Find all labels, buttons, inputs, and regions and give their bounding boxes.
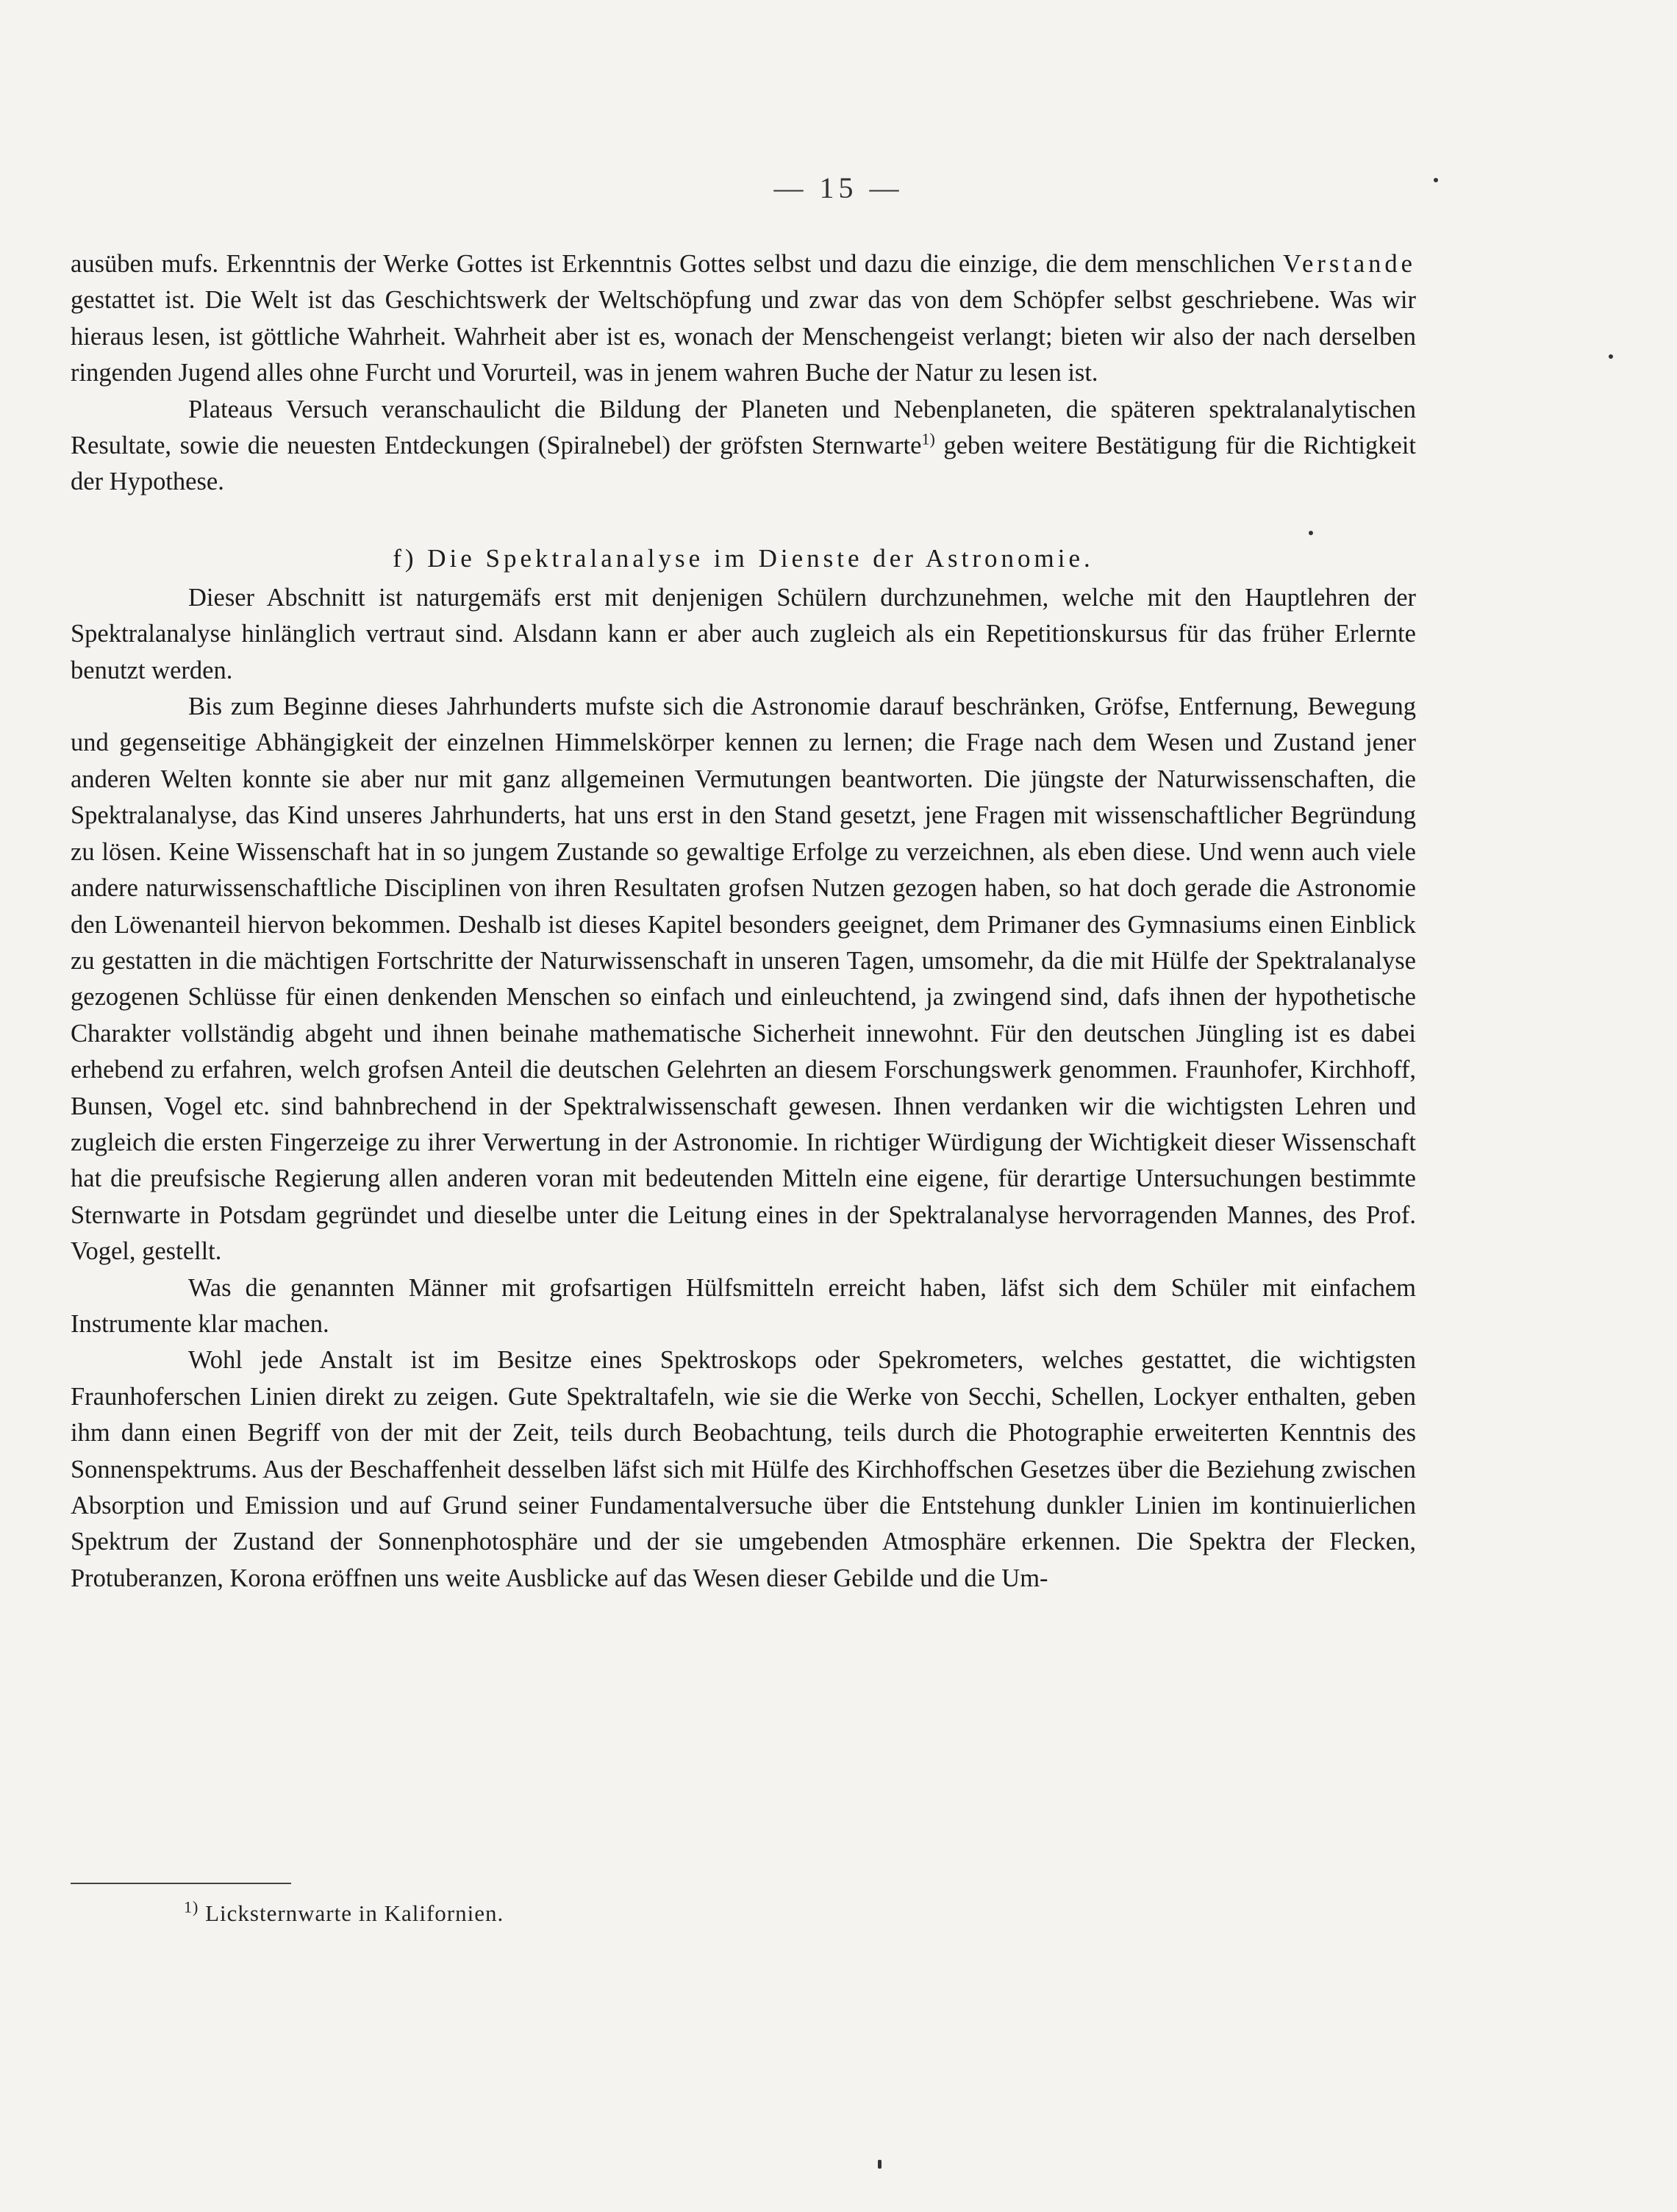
print-speck [1609, 354, 1613, 359]
emphasis-verstande: Verstande [1282, 250, 1416, 278]
footnote [184, 1899, 504, 1928]
print-speck [1309, 531, 1313, 535]
paragraph-2-part-a: Plateaus Versuch veranschaulicht die Bildung der Planeten und Nebenplaneten, die späteren spektralanalytischen Resultate, sowie die neuesten Entdeckungen (Spiralnebel) der gröfsten Sternwarte [71, 395, 1416, 460]
footnote-reference: 1) [921, 429, 935, 448]
paragraph-1-part-b: gestattet ist. Die Welt ist das Geschichtswerk der Weltschöpfung und zwar das von dem Schöpfer selbst geschriebene. Was wir hieraus lesen, ist göttliche Wahrheit. Wahrheit aber ist es, wonach der Menschengeist verlangt; bieten wir also der nach derselben ringenden Jugend alles ohne Furcht und Vorurteil, was in jenem wahren Buche der Natur zu lesen ist. [71, 286, 1416, 387]
section-heading [71, 537, 1416, 580]
body-text [71, 246, 1416, 1597]
paragraph-1 [71, 246, 1416, 392]
footnote-marker: 1) [184, 1897, 199, 1916]
print-speck [878, 2160, 882, 2169]
section-heading-text: Die Spektralanalyse im Dienste der Astronomie. [427, 543, 1094, 573]
footnote-rule [71, 1883, 291, 1884]
paragraph-1-part-a: ausüben mufs. Erkenntnis der Werke Gottes ist Erkenntnis Gottes selbst und dazu die einzige, die dem menschlichen [71, 250, 1283, 278]
paragraph-6: Wohl jede Anstalt ist im Besitze eines Spektroskops oder Spekrometers, welches gestattet, die wichtigsten Fraunhoferschen Linien direkt zu zeigen. Gute Spektraltafeln, wie sie die Werke von Secchi, Schellen, Lockyer enthalten, geben ihm dann einen Begriff von der mit der Zeit, teils durch Beobachtung, teils durch die Photographie erweiterten Kenntnis des Sonnenspektrums. Aus der Beschaffenheit desselben läfst sich mit Hülfe des Kirchhoffschen Gesetzes über die Beziehung zwischen Absorption und Emission und auf Grund seiner Fundamentalversuche über die Entstehung dunkler Linien im kontinuierlichen Spektrum der Zustand der Sonnenphotosphäre und der sie umgebenden Atmosphäre erkennen. Die Spektra der Flecken, Protuberanzen, Korona eröffnen uns weite Ausblicke auf das Wesen dieser Gebilde und die Um- [71, 1346, 1416, 1592]
paragraph-5: Was die genannten Männer mit grofsartigen Hülfsmitteln erreicht haben, läfst sich dem Schüler mit einfachem Instrumente klar machen. [71, 1273, 1416, 1338]
paragraph-2 [71, 392, 1416, 501]
paragraph-2-part-b: geben weitere Bestätigung für die Richtigkeit der Hypothese. [71, 432, 1416, 496]
page-number: — 15 — [773, 171, 904, 204]
paragraph-4: Bis zum Beginne dieses Jahrhunderts mufste sich die Astronomie darauf beschränken, Gröfse, Entfernung, Bewegung und gegenseitige Abhängigkeit der einzelnen Himmelskörper kennen zu lernen; die Frage nach dem Wesen und Zustand jener anderen Welten konnte sie aber nur mit ganz allgemeinen Vermutungen beantworten. Die jüngste der Naturwissenschaften, die Spektralanalyse, das Kind unseres Jahrhunderts, hat uns erst in den Stand gesetzt, jene Fragen mit wissenschaftlicher Begründung zu lösen. Keine Wissenschaft hat in so jungem Zustande so gewaltige Erfolge zu verzeichnen, als eben diese. Und wenn auch viele andere naturwissenschaftliche Disciplinen von ihren Resultaten grofsen Nutzen gezogen haben, so hat doch gerade die Astronomie den Löwenanteil hiervon bekommen. Deshalb ist dieses Kapitel besonders geeignet, dem Primaner des Gymnasiums einen Einblick zu gestatten in die mächtigen Fortschritte der Naturwissenschaft in unseren Tagen, umsomehr, da die mit Hülfe der Spektralanalyse gezogenen Schlüsse für einen denkenden Menschen so einfach und einleuchtend, ja zwingend sind, dafs ihnen der hypothetische Charakter vollständig abgeht und ihnen beinahe mathematische Sicherheit innewohnt. Für den deutschen Jüngling ist es dabei erhebend zu erfahren, welch grofsen Anteil die deutschen Gelehrten an diesem Forschungswerk genommen. Fraunhofer, Kirchhoff, Bunsen, Vogel etc. sind bahnbrechend in der Spektralwissenschaft gewesen. Ihnen verdanken wir die wichtigsten Lehren und zugleich die ersten Fingerzeige zu ihrer Verwertung in der Astronomie. In richtiger Würdigung der Wichtigkeit dieser Wissenschaft hat die preufsische Regierung allen anderen voran mit bedeutenden Mitteln eine eigene, für derartige Untersuchungen bestimmte Sternwarte in Potsdam gegründet und dieselbe unter die Leitung eines in der Spektralanalyse hervorragenden Mannes, des Prof. Vogel, gestellt. [71, 692, 1416, 1266]
paragraph-3: Dieser Abschnitt ist naturgemäfs erst mit denjenigen Schülern durchzunehmen, welche mit den Hauptlehren der Spektralanalyse hinlänglich vertraut sind. Alsdann kann er aber auch zugleich als ein Repetitionskursus für das früher Erlernte benutzt werden. [71, 583, 1416, 684]
footnote-text: Licksternwarte in Kalifornien. [199, 1900, 504, 1926]
section-heading-prefix: f) [393, 543, 428, 573]
print-speck [1434, 178, 1438, 182]
